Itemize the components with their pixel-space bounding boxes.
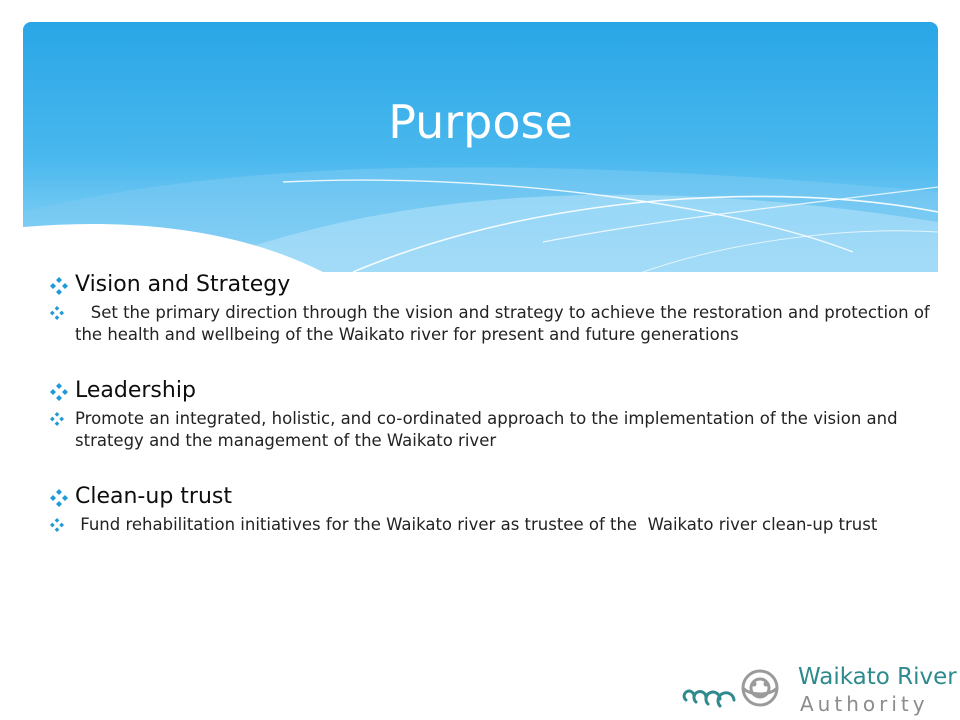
section-heading-text: Vision and Strategy (75, 272, 291, 297)
logo-title: Waikato River (798, 664, 957, 690)
section-body-text: Fund rehabilitation initiatives for the Waikato river as trustee of the Waikato river clean-up trust (75, 515, 878, 534)
section-body (50, 302, 935, 346)
content-list (50, 268, 935, 564)
diamond-cluster-icon (50, 306, 64, 320)
diamond-cluster-icon (50, 412, 64, 426)
section-body-text: Promote an integrated, holistic, and co-ordinated approach to the implementation of the vision and strategy and the management of the Waikato river (75, 409, 903, 450)
section-leadership (50, 374, 930, 452)
section-heading-text: Leadership (75, 378, 196, 403)
diamond-cluster-icon (50, 489, 68, 507)
section-body (50, 514, 930, 536)
diamond-cluster-icon (50, 383, 68, 401)
section-body-text: Set the primary direction through the vision and strategy to achieve the restoration and protection of the health and wellbeing of the Waikato river for present and future generations (75, 303, 935, 344)
waikato-river-authority-logo (680, 662, 957, 718)
section-vision-strategy (50, 268, 935, 346)
section-body (50, 408, 930, 452)
logo-subtitle: Authority (800, 692, 929, 716)
section-heading (50, 374, 930, 408)
section-heading (50, 480, 930, 514)
section-heading (50, 268, 930, 302)
section-heading-text: Clean-up trust (75, 484, 232, 509)
diamond-cluster-icon (50, 277, 68, 295)
title-banner (23, 22, 938, 272)
section-clean-up-trust (50, 480, 930, 536)
slide-title: Purpose (388, 95, 573, 149)
diamond-cluster-icon (50, 518, 64, 532)
waikato-river-authority-logo-icon (680, 666, 792, 714)
